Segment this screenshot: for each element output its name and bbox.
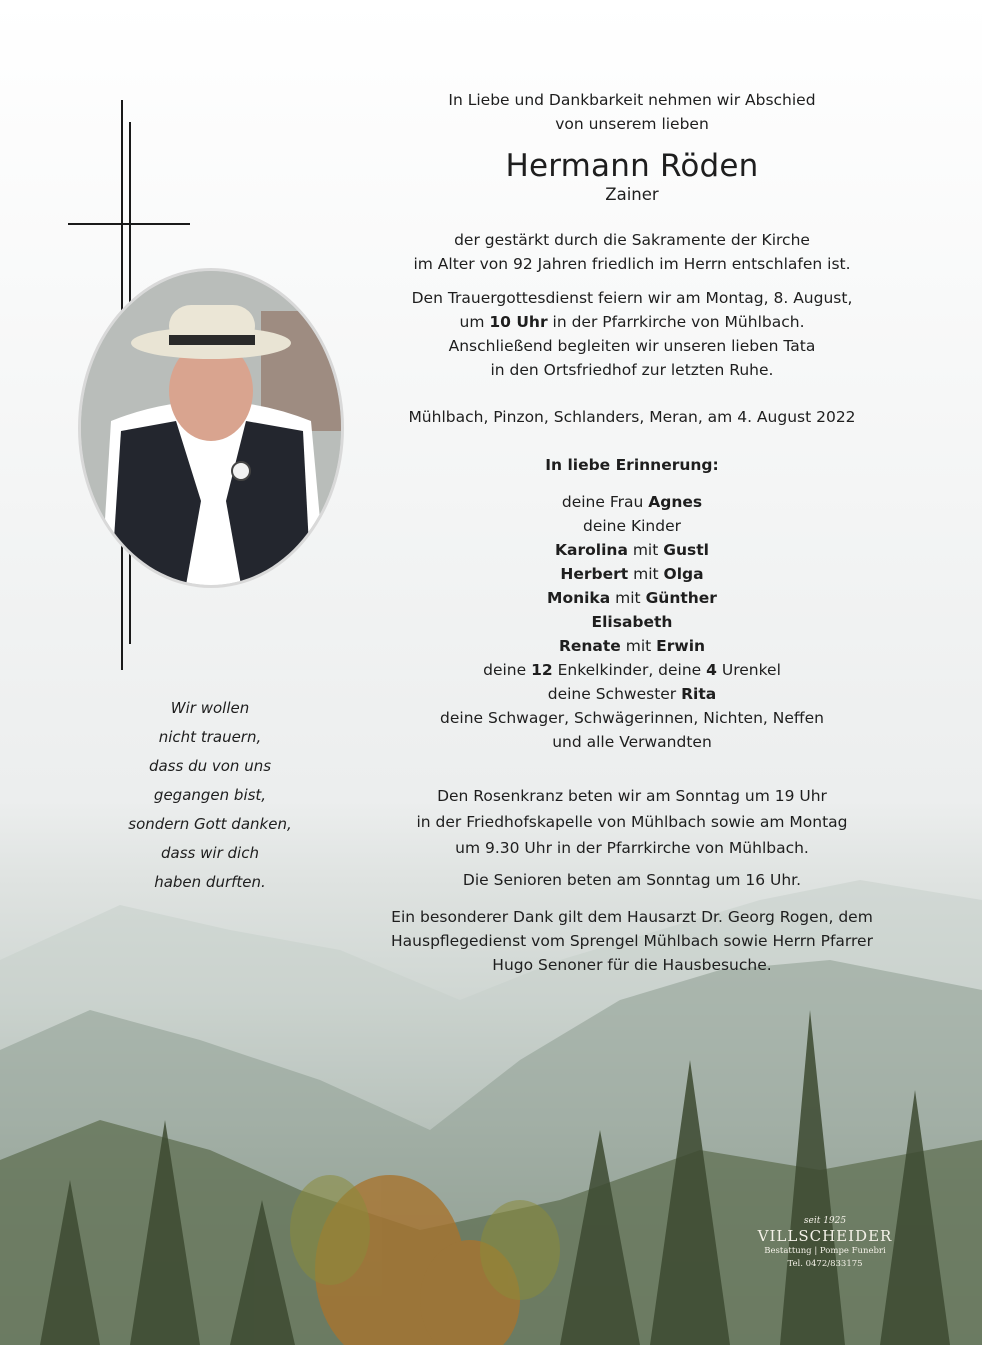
thanks-line: Hauspflegedienst vom Sprengel Mühlbach sowie Herrn Pfarrer (391, 932, 873, 950)
list-item: Karolina mit Gustl (555, 541, 709, 559)
memorial-quote (110, 694, 310, 897)
mourners-list (382, 490, 882, 754)
brand-phone: Tel. 0472/833175 (787, 1259, 863, 1269)
quote-line: gegangen bist, (153, 786, 267, 804)
rosary-line: in der Friedhofskapelle von Mühlbach sowie am Montag (416, 813, 848, 831)
brand-since: seit 1925 (803, 1216, 847, 1226)
intro-block (382, 88, 882, 136)
funeral-home-logo (745, 1216, 905, 1271)
brand-subtitle: Bestattung | Pompe Funebri (764, 1246, 886, 1256)
service-line: um 10 Uhr in der Pfarrkirche von Mühlbach. (459, 313, 805, 331)
seniors-info (382, 868, 882, 892)
thanks-line: Ein besonderer Dank gilt dem Hausarzt Dr. Georg Rogen, dem (391, 908, 873, 926)
list-item: und alle Verwandten (552, 733, 712, 751)
deceased-name-block (382, 148, 882, 206)
place-date: Mühlbach, Pinzon, Schlanders, Meran, am 4. August 2022 (408, 408, 856, 426)
rosary-info (382, 783, 882, 861)
list-item: Monika mit Günther (547, 589, 717, 607)
quote-line: Wir wollen (170, 699, 250, 717)
thanks-block (382, 905, 882, 977)
cross-bar (68, 223, 190, 225)
portrait-photo (78, 268, 344, 588)
service-info (382, 286, 882, 382)
list-item: deine 12 Enkelkinder, deine 4 Urenkel (483, 661, 781, 679)
death-line: im Alter von 92 Jahren friedlich im Herrn entschlafen ist. (413, 255, 851, 273)
quote-line: sondern Gott danken, (128, 815, 292, 833)
intro-line: In Liebe und Dankbarkeit nehmen wir Abschied (448, 91, 816, 109)
memory-heading-block (382, 453, 882, 477)
portrait-illustration (81, 271, 341, 585)
list-item: Renate mit Erwin (558, 637, 706, 655)
brand-name: VILLSCHEIDER (757, 1227, 893, 1245)
list-item: deine Schwester Rita (547, 685, 717, 703)
rosary-line: Den Rosenkranz beten wir am Sonntag um 19 Uhr (437, 787, 827, 805)
list-item: deine Kinder (582, 517, 681, 535)
quote-line: haben durften. (154, 873, 266, 891)
deceased-nickname: Zainer (605, 185, 659, 204)
deceased-name: Hermann Röden (505, 148, 759, 184)
quote-line: dass wir dich (161, 844, 259, 862)
quote-line: nicht trauern, (158, 728, 262, 746)
rosary-line: um 9.30 Uhr in der Pfarrkirche von Mühlbach. (455, 839, 809, 857)
service-line: Anschließend begleiten wir unseren lieben Tata (448, 337, 816, 355)
seniors-line: Die Senioren beten am Sonntag um 16 Uhr. (462, 871, 802, 889)
quote-line: dass du von uns (148, 757, 272, 775)
place-date-block (382, 405, 882, 429)
thanks-line: Hugo Senoner für die Hausbesuche. (492, 956, 772, 974)
service-line: Den Trauergottesdienst feiern wir am Montag, 8. August, (411, 289, 853, 307)
intro-line: von unserem lieben (555, 115, 709, 133)
service-line: in den Ortsfriedhof zur letzten Ruhe. (490, 361, 774, 379)
list-item: Elisabeth (591, 613, 673, 631)
list-item: deine Frau Agnes (561, 493, 703, 511)
memory-heading: In liebe Erinnerung: (545, 456, 719, 474)
list-item: Herbert mit Olga (560, 565, 704, 583)
death-notice (382, 228, 882, 276)
list-item: deine Schwager, Schwägerinnen, Nichten, Neffen (440, 709, 824, 727)
death-line: der gestärkt durch die Sakramente der Kirche (454, 231, 810, 249)
